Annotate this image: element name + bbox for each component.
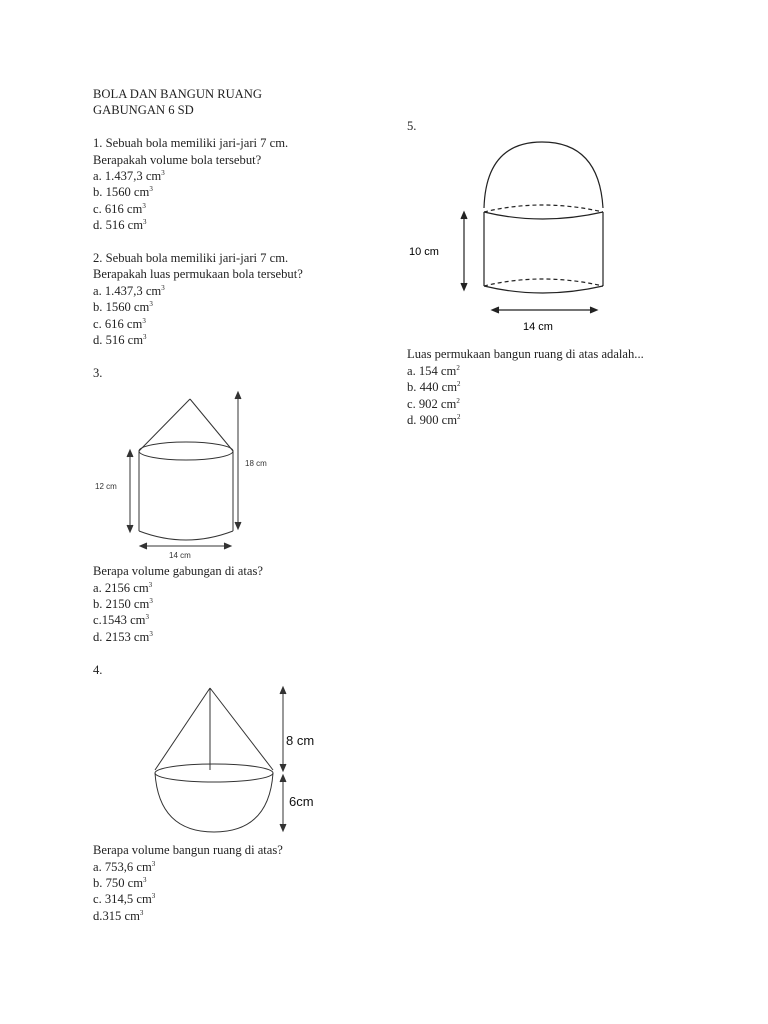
hemisphere-cylinder-figure (407, 134, 637, 334)
question-1-option-d: d. 516 $cm^3$ (93, 218, 147, 233)
question-5-option-a: a. 154 $cm^2$ (407, 363, 460, 378)
question-1-option-c: c. 616 $cm^3$ (93, 201, 146, 216)
question-1-option-b: b. 1560 $cm^3$ (93, 185, 153, 200)
hemisphere-label: 6cm (289, 794, 314, 810)
width-label: 14 cm (169, 551, 191, 561)
question-2-line-2: Berapakah luas permukaan bola tersebut? (93, 267, 303, 282)
title-line-1: BOLA DAN BANGUN RUANG (93, 87, 262, 101)
question-1 (93, 135, 383, 233)
total-height-label: 18 cm (245, 459, 267, 469)
title-line-2: GABUNGAN 6 SD (93, 103, 194, 118)
cone-hemisphere-figure (93, 682, 343, 842)
height-label: 12 cm (95, 482, 117, 492)
question-4-text: Berapa volume bangun ruang di atas? (93, 843, 283, 858)
question-4-option-d: d.315 $cm^3$ (93, 908, 144, 923)
question-2-option-c: c. 616 $cm^3$ (93, 316, 146, 331)
question-1-option-a: a. 1.437,3 $cm^3$ (93, 169, 165, 184)
question-3-option-a: a. 2156 $cm^3$ (93, 580, 153, 595)
cone-cylinder-figure (93, 385, 293, 563)
question-3 (93, 365, 383, 645)
question-5-number: 5. (407, 119, 417, 133)
question-4-option-b: b. 750 $cm^3$ (93, 875, 147, 890)
question-3-option-d: d. 2153 $cm^3$ (93, 629, 153, 644)
question-2-option-d: d. 516 $cm^3$ (93, 333, 147, 348)
right-column (407, 118, 737, 428)
left-column (93, 86, 383, 924)
question-5 (407, 118, 737, 428)
question-4-option-a: a. 753,6 $cm^3$ (93, 859, 156, 874)
height-label: 10 cm (409, 246, 439, 259)
question-2-option-b: b. 1560 $cm^3$ (93, 300, 153, 315)
question-5-text: Luas permukaan bangun ruang di atas adalah... (407, 347, 644, 362)
question-3-number: 3. (93, 365, 103, 380)
question-4 (93, 662, 383, 924)
question-4-option-c: c. 314,5 $cm^3$ (93, 892, 156, 907)
question-5-option-b: b. 440 $cm^2$ (407, 380, 461, 395)
question-2-option-a: a. 1.437,3 $cm^3$ (93, 283, 165, 298)
question-1-line-2: Berapakah volume bola tersebut? (93, 152, 262, 167)
question-5-option-d: d. 900 $cm^2$ (407, 413, 461, 428)
question-2-line-1: 2. Sebuah bola memiliki jari-jari 7 cm. (93, 251, 289, 266)
question-4-number: 4. (93, 662, 103, 677)
cone-height-label: 8 cm (286, 733, 315, 749)
width-label: 14 cm (523, 321, 553, 334)
question-2 (93, 250, 383, 348)
question-5-option-c: c. 902 $cm^2$ (407, 396, 460, 411)
question-1-line-1: 1. Sebuah bola memiliki jari-jari 7 cm. (93, 136, 289, 151)
question-3-option-c: c.1543 $cm^3$ (93, 613, 149, 628)
question-3-option-b: b. 2150 $cm^3$ (93, 597, 153, 612)
question-3-text: Berapa volume gabungan di atas? (93, 564, 263, 579)
